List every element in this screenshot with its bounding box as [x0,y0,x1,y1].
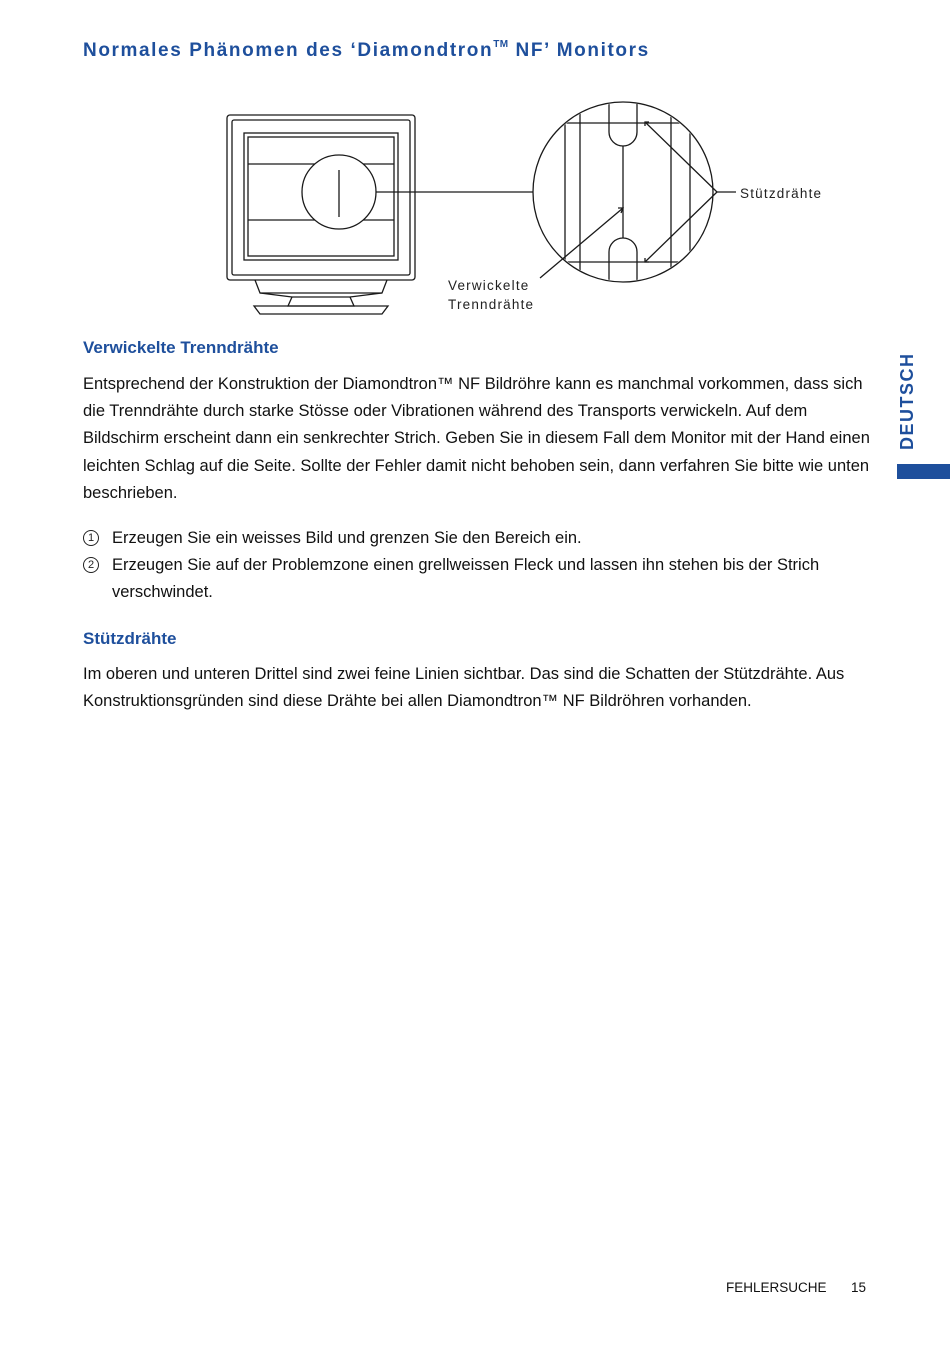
section-heading-tangled-wires: Verwickelte Trenndrähte [83,338,279,357]
magnified-detail [520,100,740,300]
step-text: Erzeugen Sie auf der Problemzone einen grellweissen Fleck und lassen ihn stehen bis der Strich verschwindet. [112,556,820,602]
step-number-badge: 2 [83,557,99,573]
instruction-steps [83,525,873,607]
monitor-diagram [220,100,840,320]
leader-lines [540,122,736,278]
paragraph-tangled-wires: Entsprechend der Konstruktion der Diamondtron™ NF Bildröhre kann es manchmal vorkommen, dass sich die Trenndrähte durch starke Stösse oder Vibrationen während des Transports verwickeln. Auf dem Bildschirm erscheint dann ein senkrechter Strich. Geben Sie in diesem Fall dem Monitor mit der Hand einen leichten Schlag auf die Seite. Sollte der Fehler damit nicht behoben sein, dann verfahren Sie bitte wie unten beschrieben. [83,375,870,502]
page-title [83,40,650,62]
title-main: Normales Phänomen des ‘Diamondtron [83,40,494,61]
tangled-wires-label-line1: Verwickelte [448,278,530,293]
list-item-step-1 [83,525,873,552]
footer-section-name: FEHLERSUCHE [726,1280,827,1295]
step-number-badge: 1 [83,530,99,546]
language-tab-label: DEUTSCH [897,352,917,450]
title-tail: NF’ Monitors [508,40,650,61]
support-wires-label: Stützdrähte [740,186,823,201]
language-side-tab [897,346,950,480]
tangled-wires-label-line2: Trenndrähte [448,297,535,312]
page-number: 15 [851,1280,867,1295]
step-text: Erzeugen Sie ein weisses Bild und grenzen Sie den Bereich ein. [112,529,582,547]
section-heading-support-wires: Stützdrähte [83,629,177,648]
list-item-step-2 [83,552,873,606]
monitor-diagram-drawing [220,100,840,320]
paragraph-support-wires: Im oberen und unteren Drittel sind zwei feine Linien sichtbar. Das sind die Schatten der Stützdrähte. Aus Konstruktionsgründen sind diese Drähte bei allen Diamondtron™ NF Bildröhren vorhanden. [83,665,845,711]
language-tab-bar [897,464,950,479]
title-trademark: TM [493,38,509,50]
